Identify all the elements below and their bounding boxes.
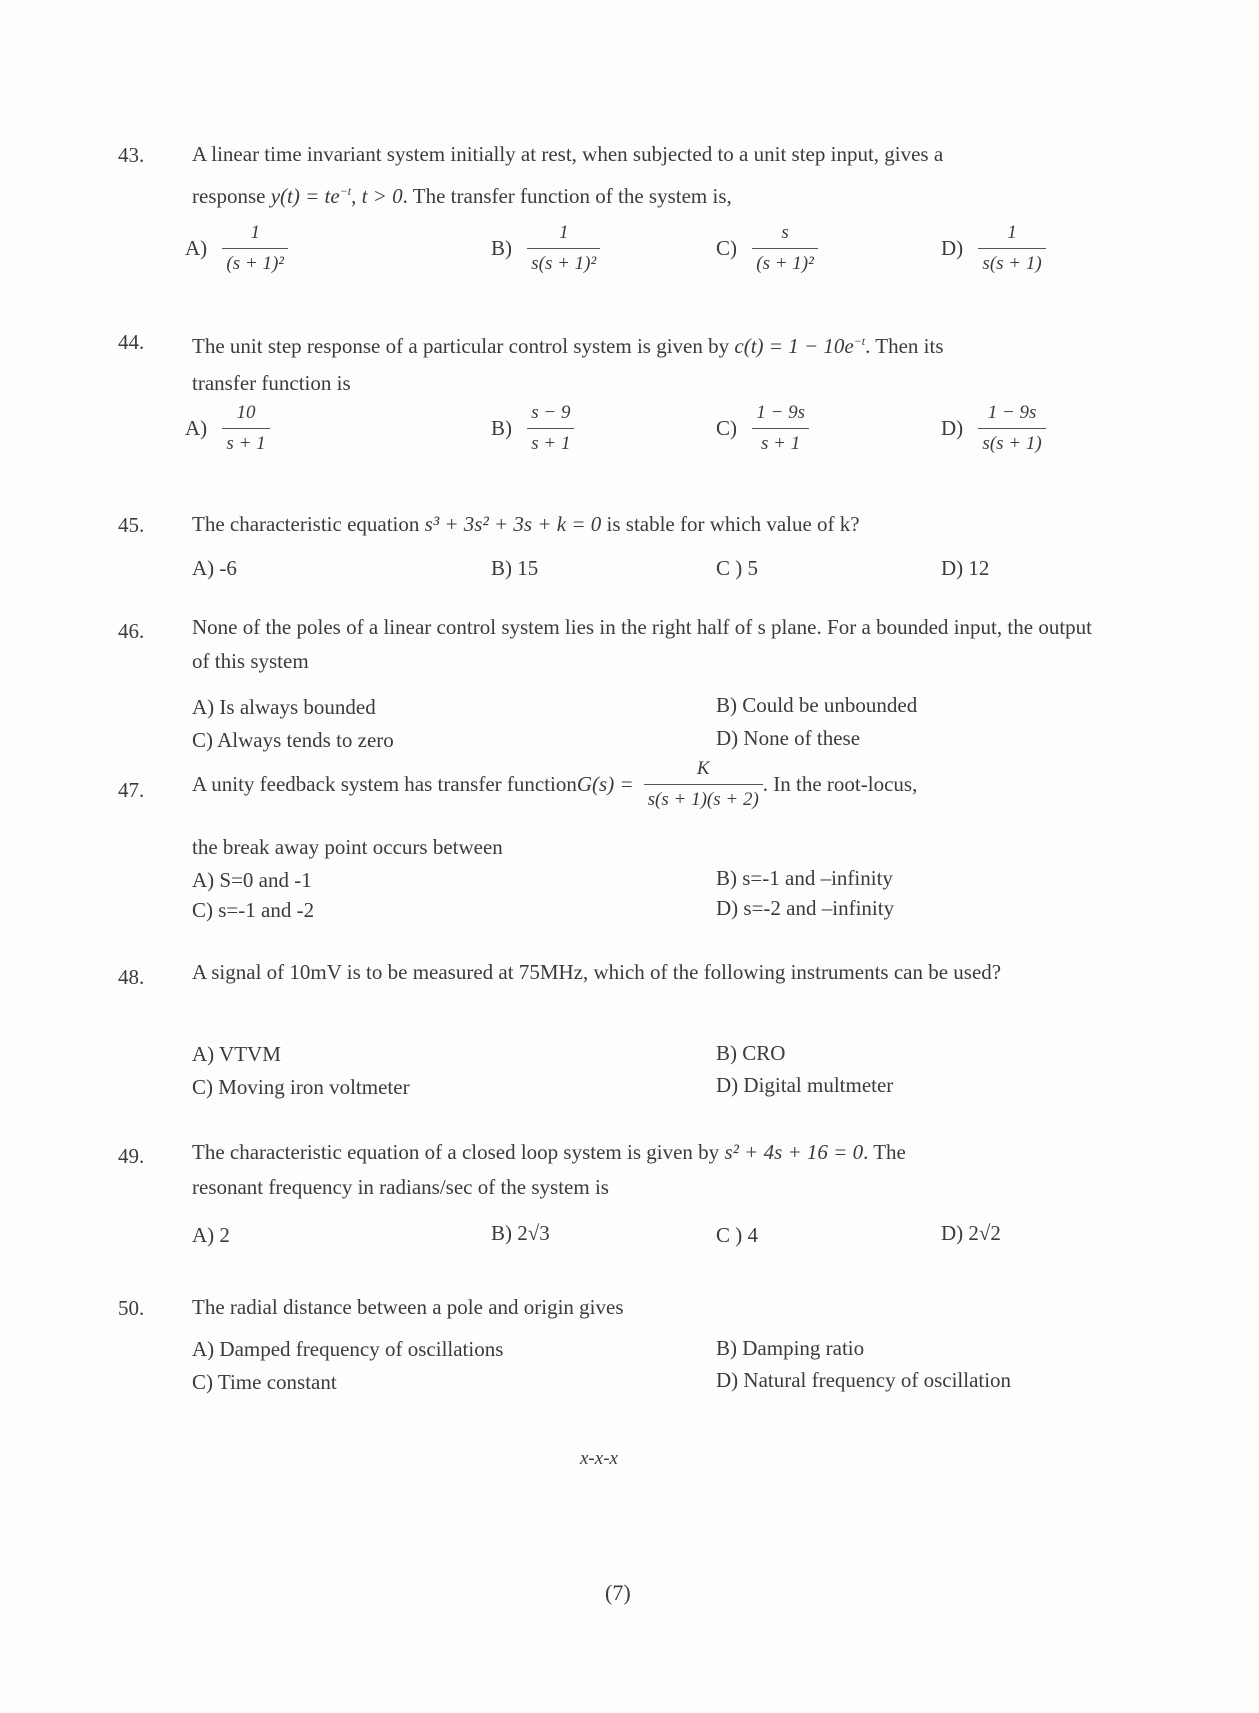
option-d: D) None of these [716,726,861,750]
fraction-denominator: (s + 1)² [226,253,284,274]
question-text [192,1135,1092,1205]
fraction-denominator: s(s + 1) [982,433,1042,454]
fraction-denominator: (s + 1)² [756,253,814,274]
option-b: B) CRO [716,1041,786,1065]
question-number: 50. [118,1296,145,1320]
end-marker: x-x-x [580,1448,618,1469]
question-line: A linear time invariant system initially at rest, when subjected to a unit step input, gives a [192,142,944,166]
option-c: C) s=-1 and -2 [192,898,315,922]
option-d: D) Digital multmeter [716,1073,894,1097]
text-span: The characteristic equation of a closed loop system is given by [192,1140,725,1164]
fraction [527,222,600,275]
question-text: The radial distance between a pole and origin gives [192,1295,624,1319]
option-d: D) s=-2 and –infinity [716,896,895,920]
option-label: C) [716,416,737,440]
fraction-numerator: s [752,222,818,249]
fraction-denominator: s + 1 [226,433,266,454]
fraction-numerator: 1 [222,222,288,249]
option-label: D) [941,236,964,260]
question-line: resonant frequency in radians/sec of the system is [192,1175,609,1199]
question-text [192,136,1092,215]
question-text: A signal of 10mV is to be measured at 75MHz, which of the following instruments can be used? [192,960,1002,984]
text-span: . In the root-locus, [762,772,918,796]
fraction-denominator: s(s + 1) [982,253,1042,274]
fraction-denominator: s + 1 [531,433,571,454]
text-span: is stable for which value of k? [601,512,860,536]
question-number: 45. [118,513,145,537]
text-span: . The transfer function of the system is, [402,184,732,208]
math-expression: s³ + 3s² + 3s + k = 0 [424,512,602,536]
math-superscript: −t [339,184,352,198]
question-text [192,323,1092,402]
fraction [978,222,1045,275]
option-d [941,402,1046,455]
text-span: The unit step response of a particular control system is given by [192,334,735,358]
option-d: D) Natural frequency of oscillation [716,1368,1012,1392]
text-span: The characteristic equation [192,512,425,536]
option-c [716,222,818,275]
option-b: B) s=-1 and –infinity [716,866,893,890]
option-label: B) [491,416,512,440]
option-c: C ) 4 [716,1223,758,1247]
option-b [491,402,574,455]
fraction-numerator: s − 9 [527,402,574,429]
math-superscript: −t [853,334,866,348]
option-c [716,402,809,455]
text-span: . The [863,1140,906,1164]
option-a: A) 2 [192,1223,230,1247]
option-label: A) [185,416,208,440]
text-span: . Then its [865,334,944,358]
option-b: B) 2√3 [491,1221,550,1245]
fraction-numerator: K [644,758,763,785]
question-line: transfer function is [192,371,351,395]
fraction [752,402,809,455]
fraction-numerator: 10 [222,402,269,429]
page-number: (7) [605,1580,631,1605]
fraction-numerator: 1 − 9s [978,402,1045,429]
question-text: None of the poles of a linear control system lies in the right half of s plane. For a bounded input, the output of this system [192,615,1092,673]
option-a: A) S=0 and -1 [192,868,312,892]
question-text [192,758,917,811]
option-c: C) Time constant [192,1370,337,1394]
question-number: 49. [118,1144,145,1168]
option-c: C ) 5 [716,556,758,580]
option-label: D) [941,416,964,440]
fraction-denominator: s + 1 [761,433,801,454]
option-b: B) Damping ratio [716,1336,865,1360]
option-a [185,402,270,455]
option-a: A) Is always bounded [192,695,376,719]
fraction [527,402,574,455]
math-expression: G(s) = [576,772,634,796]
fraction [644,758,763,811]
option-a: A) Damped frequency of oscillations [192,1337,504,1361]
fraction-denominator: s(s + 1)² [531,253,597,274]
math-expression: s² + 4s + 16 = 0 [724,1140,864,1164]
option-d: D) 2√2 [941,1221,1001,1245]
question-line [192,1135,1092,1170]
option-a: A) -6 [192,556,237,580]
option-b: B) 15 [491,556,539,580]
option-d: D) 12 [941,556,990,580]
fraction-numerator: 1 − 9s [752,402,809,429]
math-expression: c(t) = 1 − 10e [734,334,854,358]
option-label: B) [491,236,512,260]
text-span: A unity feedback system has transfer function [192,772,577,796]
fraction-numerator: 1 [527,222,600,249]
fraction [222,402,269,455]
option-c: C) Moving iron voltmeter [192,1075,410,1099]
option-b [491,222,600,275]
question-number: 47. [118,778,145,802]
question-line [192,323,1092,365]
text-span: response [192,184,271,208]
question-number: 44. [118,330,145,354]
fraction [978,402,1045,455]
question-line [192,173,1092,215]
option-a: A) VTVM [192,1042,281,1066]
option-b: B) Could be unbounded [716,693,918,717]
option-c: C) Always tends to zero [192,728,394,752]
option-d [941,222,1046,275]
option-label: C) [716,236,737,260]
option-label: A) [185,236,208,260]
fraction-numerator: 1 [978,222,1045,249]
fraction-denominator: s(s + 1)(s + 2) [647,789,759,810]
question-number: 46. [118,619,145,643]
fraction [752,222,818,275]
math-expression: y(t) = te [270,184,340,208]
fraction [222,222,288,275]
question-text [192,506,1092,543]
question-line: the break away point occurs between [192,835,503,859]
math-expression: , t > 0 [351,184,403,208]
question-number: 48. [118,965,145,989]
question-number: 43. [118,143,145,167]
option-a [185,222,288,275]
